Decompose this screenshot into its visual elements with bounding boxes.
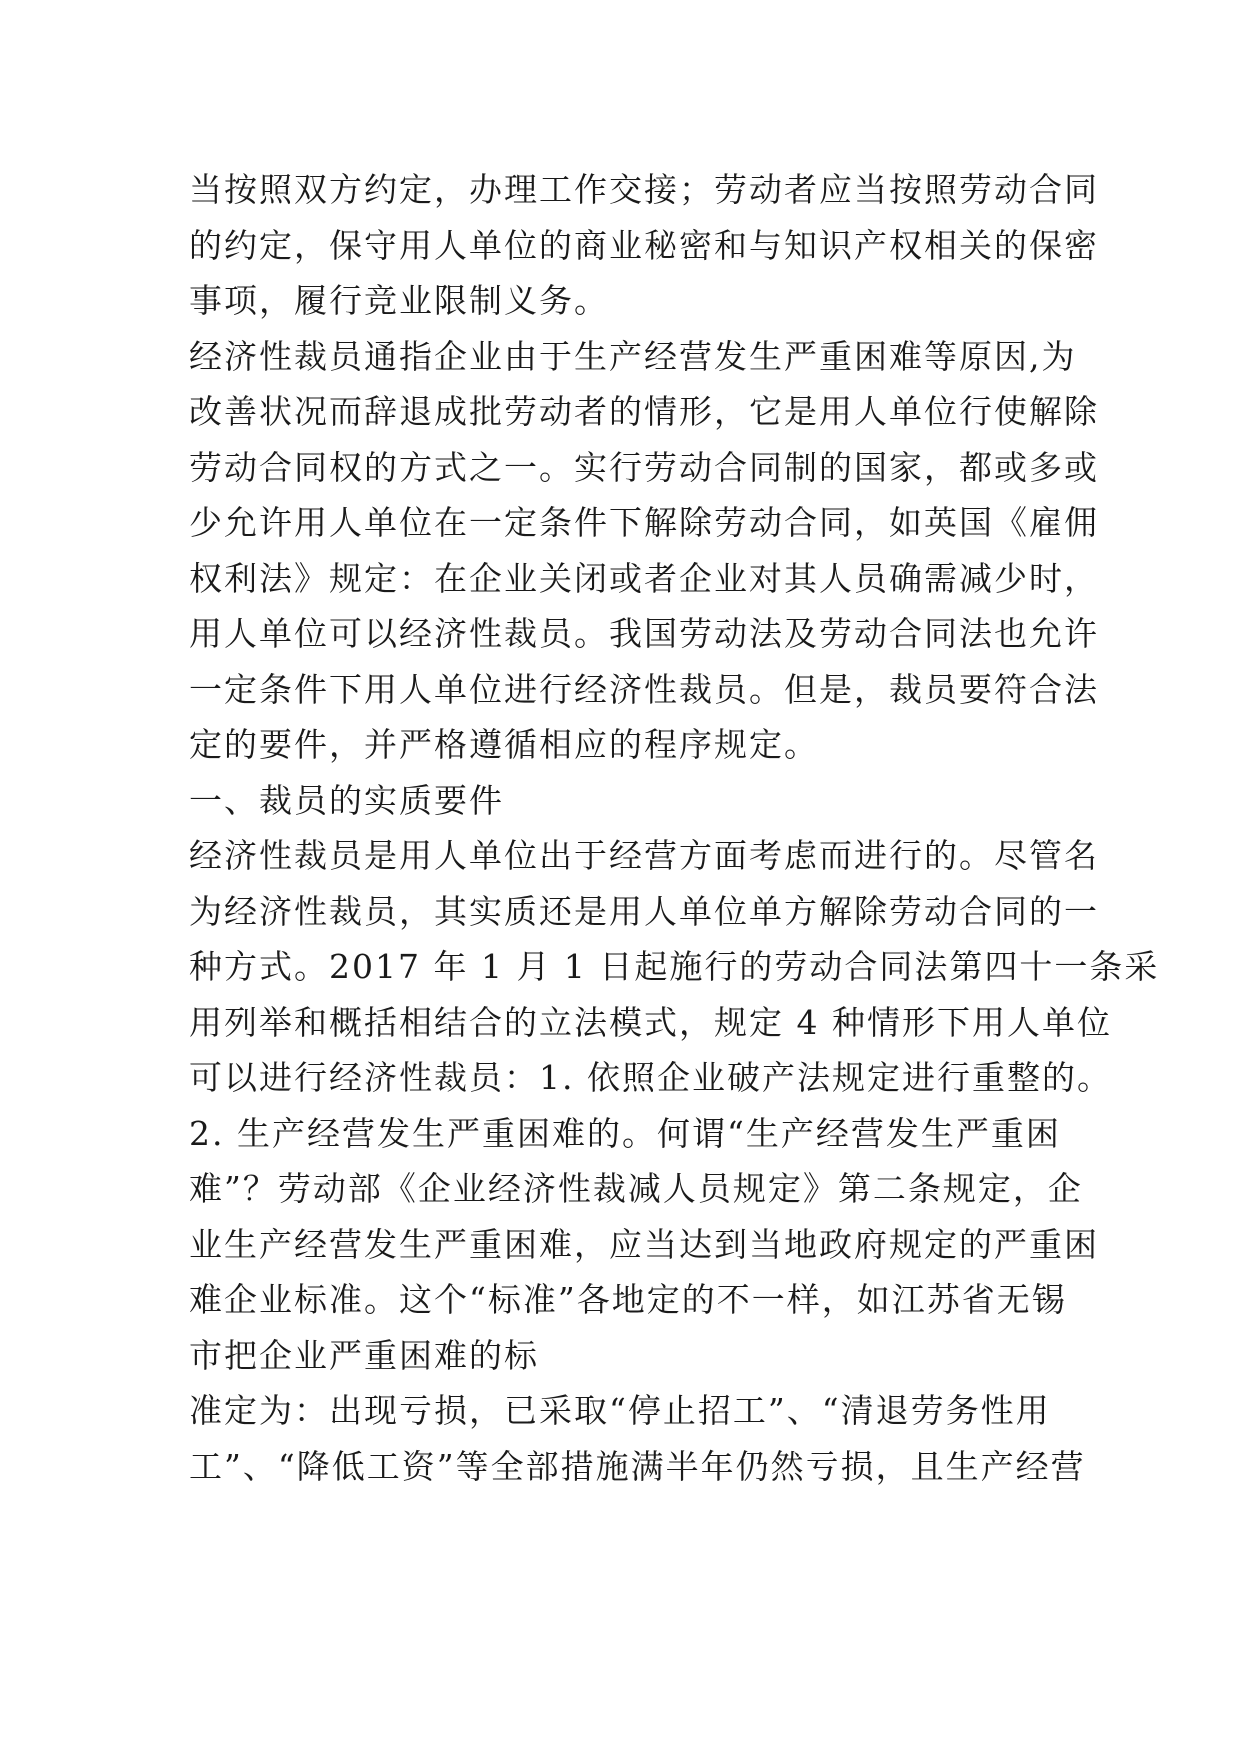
- text-line-24: 工”、“降低工资”等全部措施满半年仍然亏损，且生产经营: [189, 1446, 1086, 1486]
- body-text: [189, 162, 1160, 1494]
- text-line-14: 为经济性裁员，其实质还是用人单位单方解除劳动合同的一: [189, 891, 1099, 931]
- text-line-11: 定的要件，并严格遵循相应的程序规定。: [189, 725, 819, 764]
- section-heading: 一、裁员的实质要件: [189, 780, 504, 820]
- text-line-15: 种方式。2017 年 1 月 1 日起施行的劳动合同法第四十一条采: [189, 947, 1160, 986]
- text-line-17: 可以进行经济性裁员：1. 依照企业破产法规定进行重整的。: [189, 1058, 1112, 1097]
- text-line-20: 业生产经营发生严重困难，应当达到当地政府规定的严重困: [189, 1224, 1099, 1264]
- text-line-18: 2. 生产经营发生严重困难的。何谓“生产经营发生严重困: [189, 1113, 1061, 1153]
- text-line-6: 劳动合同权的方式之一。实行劳动合同制的国家，都或多或: [189, 447, 1099, 487]
- text-line-7: 少允许用人单位在一定条件下解除劳动合同，如英国《雇佣: [189, 503, 1099, 542]
- text-line-2: 的约定，保守用人单位的商业秘密和与知识产权相关的保密: [189, 225, 1099, 265]
- text-line-4: 经济性裁员通指企业由于生产经营发生严重困难等原因,为: [189, 336, 1077, 376]
- text-line-21: 难企业标准。这个“标准”各地定的不一样，如江苏省无锡: [189, 1280, 1067, 1319]
- text-line-16: 用列举和概括相结合的立法模式，规定 4 种情形下用人单位: [189, 1002, 1112, 1042]
- text-line-10: 一定条件下用人单位进行经济性裁员。但是，裁员要符合法: [189, 669, 1099, 709]
- text-line-13: 经济性裁员是用人单位出于经营方面考虑而进行的。尽管名: [189, 836, 1099, 875]
- text-line-1: 当按照双方约定，办理工作交接；劳动者应当按照劳动合同: [189, 170, 1099, 209]
- text-line-19: 难”？劳动部《企业经济性裁减人员规定》第二条规定，企: [189, 1169, 1083, 1208]
- text-line-23: 准定为：出现亏损，已采取“停止招工”、“清退劳务性用: [189, 1391, 1051, 1430]
- text-line-3: 事项，履行竞业限制义务。: [189, 281, 609, 320]
- text-line-5: 改善状况而辞退成批劳动者的情形，它是用人单位行使解除: [189, 392, 1099, 431]
- text-line-9: 用人单位可以经济性裁员。我国劳动法及劳动合同法也允许: [189, 614, 1099, 653]
- text-line-8: 权利法》规定：在企业关闭或者企业对其人员确需减少时，: [189, 558, 1099, 598]
- text-line-22: 市把企业严重困难的标: [189, 1335, 539, 1375]
